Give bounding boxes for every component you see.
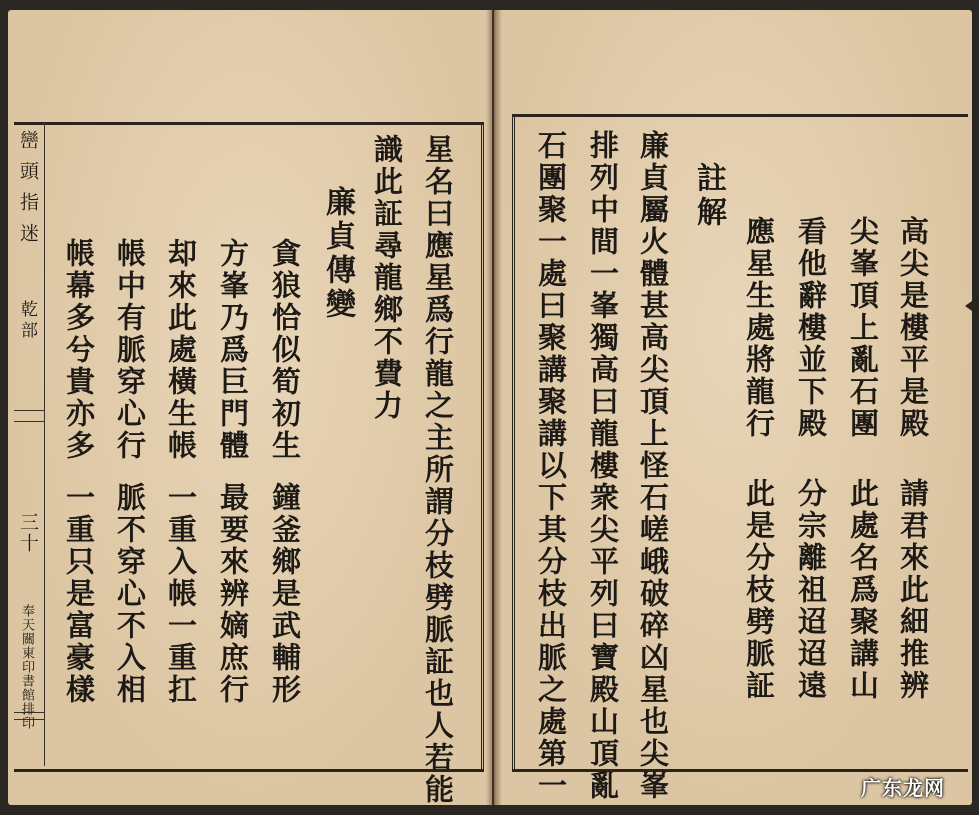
commentary-line: 星名曰應星爲行龍之主所謂分枝劈脈証也人若能 — [421, 134, 455, 806]
verse-line: 此是分枝劈脈証 — [742, 478, 776, 702]
right-edge-notch — [965, 296, 979, 316]
verse-line: 最要來辨嫡庶行 — [216, 482, 250, 706]
left-frame-inner-border — [481, 125, 484, 769]
section-heading: 廉貞傳變 — [320, 186, 355, 322]
verse-line: 一重入帳一重扛 — [164, 482, 198, 706]
verse-line: 高尖是樓平是殿 — [896, 216, 930, 440]
fish-tail-mark — [14, 410, 45, 422]
verse-line: 貪狼恰似筍初生 — [268, 238, 302, 462]
note-heading: 註解 — [691, 162, 726, 230]
book-gutter — [486, 10, 502, 805]
verse-line: 此處名爲聚講山 — [846, 478, 880, 702]
verse-line: 分宗離祖迢迢遠 — [794, 478, 828, 702]
verse-line: 帳幕多兮貴亦多 — [62, 238, 96, 462]
verse-line: 鐘釜鄉是武輔形 — [268, 482, 302, 706]
page-number: 三十 — [17, 512, 39, 554]
site-watermark: 广东龙网 — [861, 776, 945, 800]
verse-line: 請君來此細推辨 — [896, 478, 930, 702]
commentary-line: 識此証尋龍鄉不費力 — [370, 134, 404, 422]
section-name: 乾部 — [17, 300, 37, 342]
verse-line: 却來此處橫生帳 — [164, 238, 198, 462]
verse-line: 尖峯頂上亂石團 — [846, 216, 880, 440]
verse-line: 一重只是富豪樣 — [62, 482, 96, 706]
right-frame-inner-border — [512, 117, 515, 769]
commentary-line: 排列中間一峯獨高曰龍樓衆尖平列曰寶殿山頂亂 — [586, 130, 620, 802]
verse-line: 帳中有脈穿心行 — [113, 238, 147, 462]
verse-line: 方峯乃爲巨門體 — [216, 238, 250, 462]
book-title: 巒頭指迷 — [17, 130, 39, 254]
verse-line: 應星生處將龍行 — [742, 216, 776, 440]
verse-line: 看他辭樓並下殿 — [794, 216, 828, 440]
commentary-line: 廉貞屬火體甚高尖頂上怪石嵯峨破碎凶星也尖峯 — [636, 130, 670, 802]
verse-line: 脈不穿心不入相 — [113, 482, 147, 706]
publisher-imprint: 奉天關東印書館排印 — [19, 604, 34, 730]
commentary-line: 石團聚一處曰聚講聚講以下其分枝出脈之處第一 — [534, 130, 568, 802]
